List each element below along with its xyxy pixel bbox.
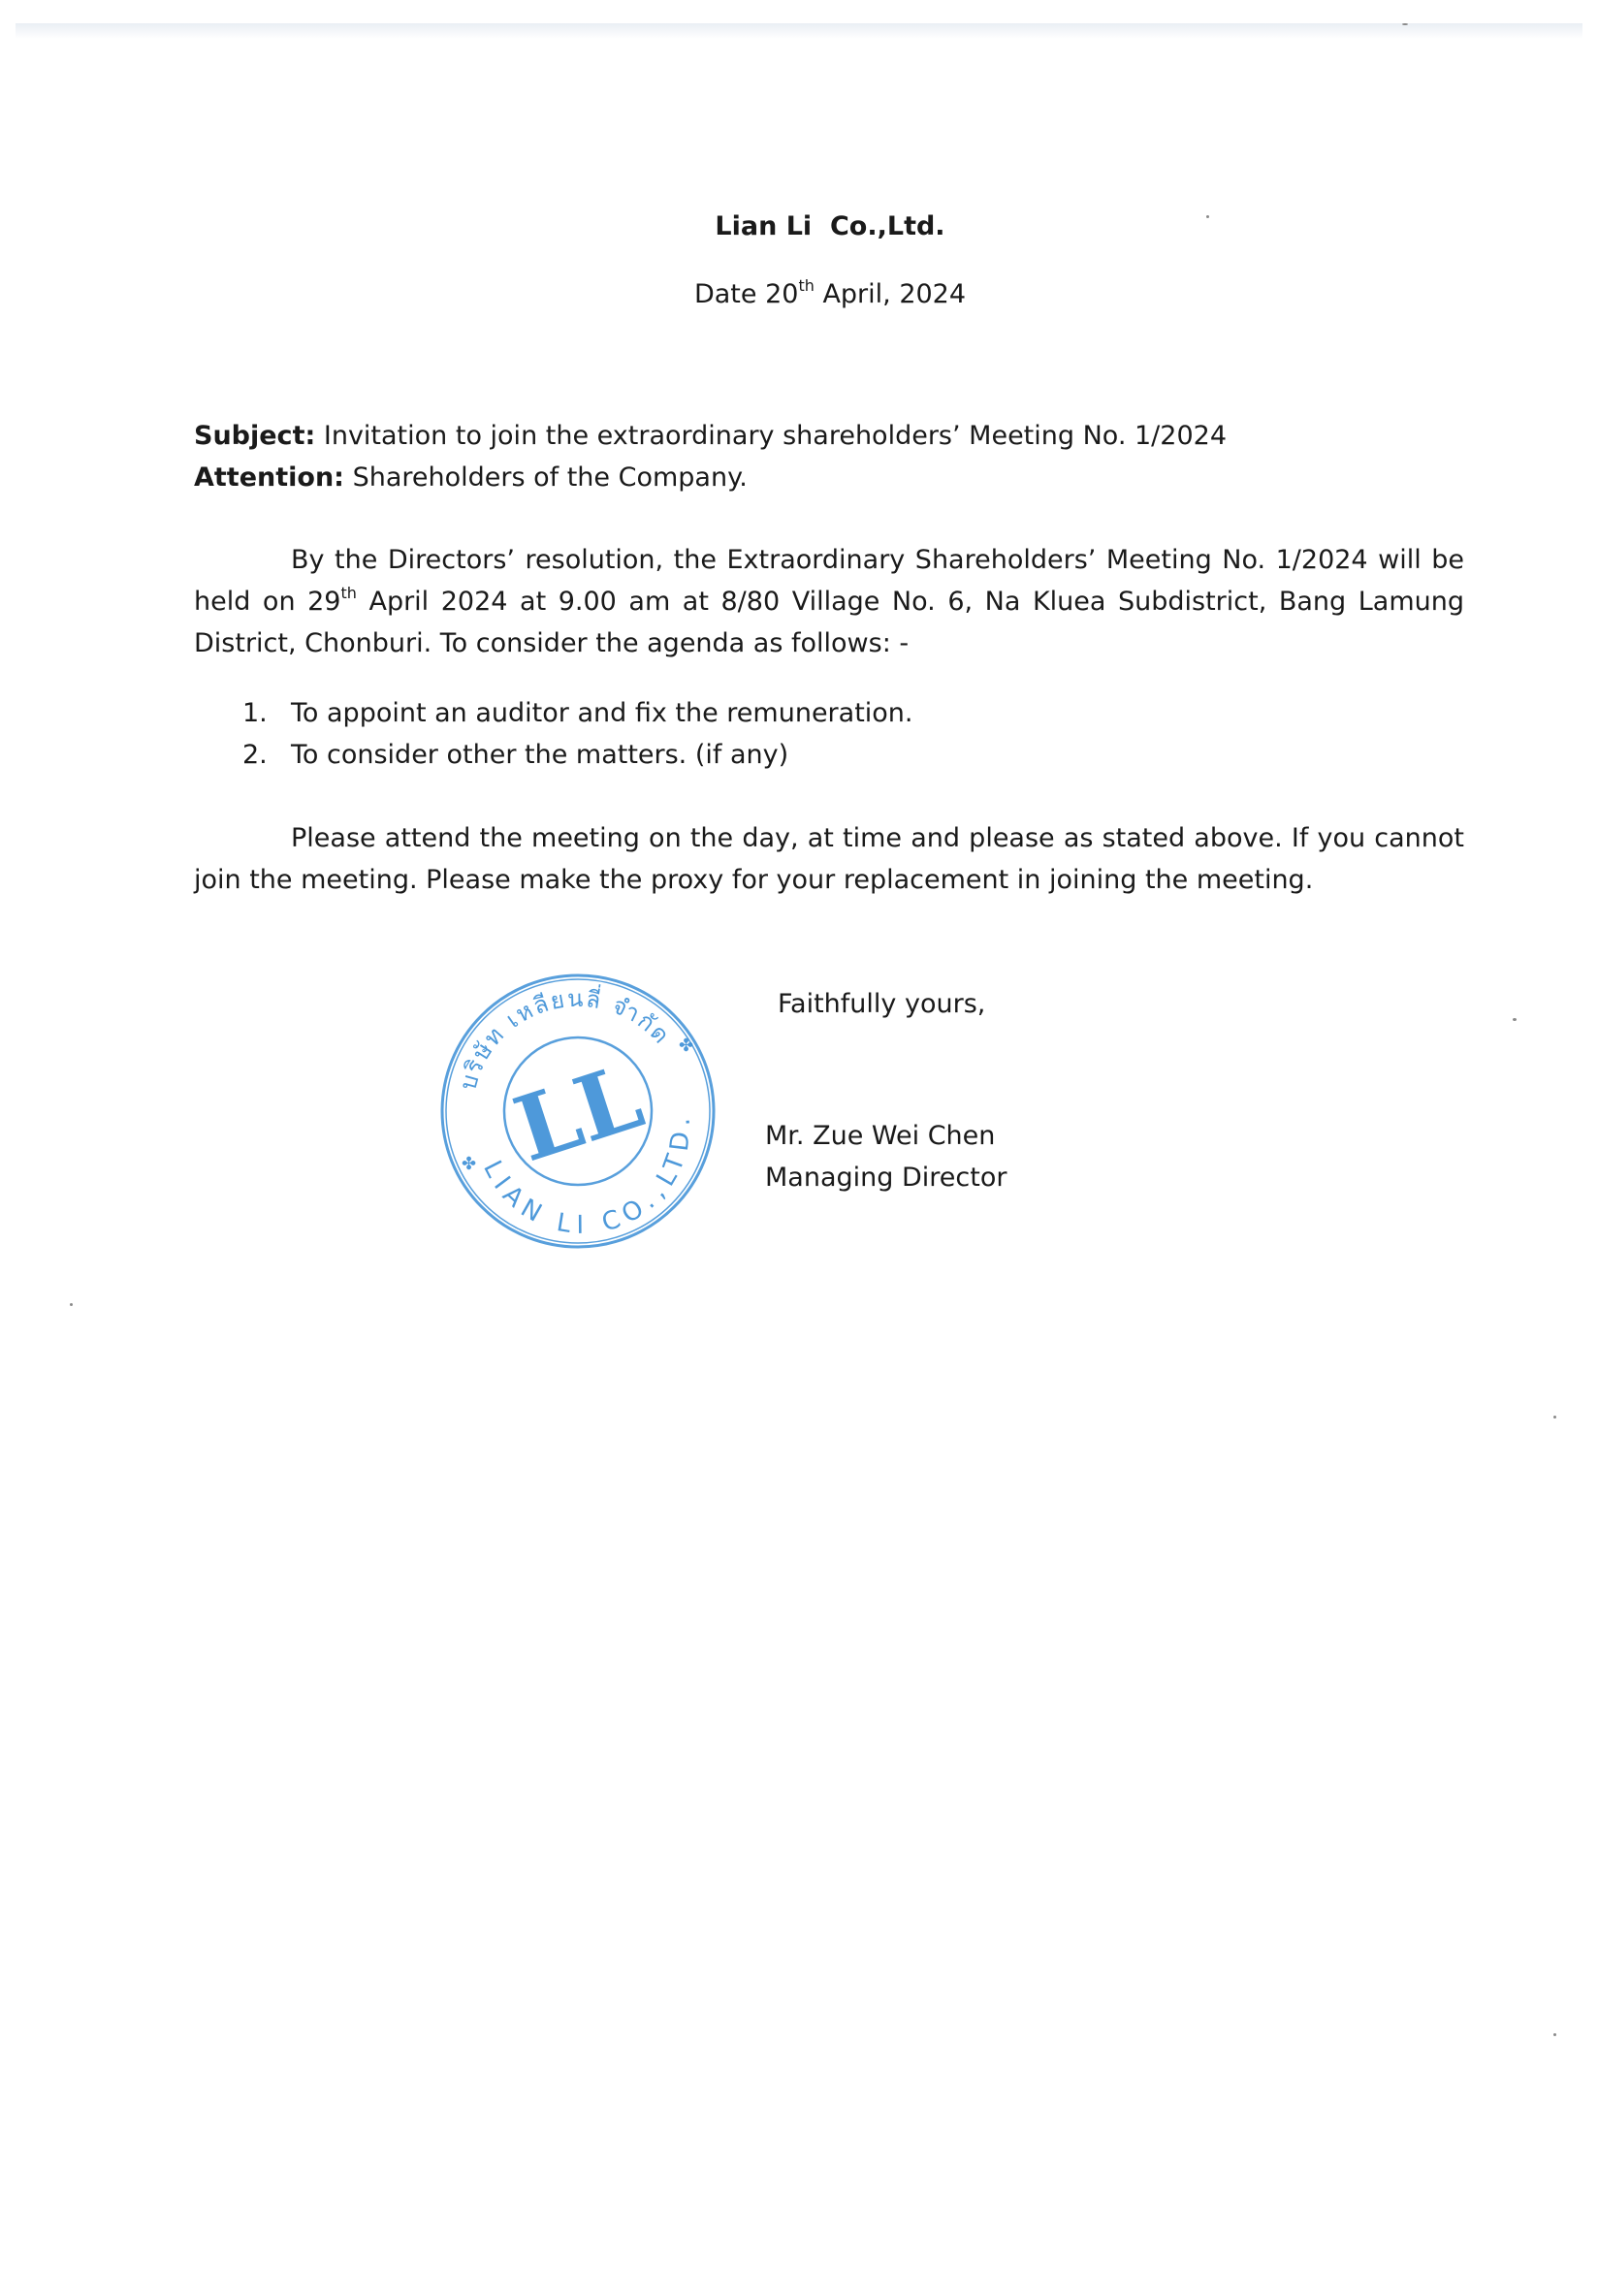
signature-block [765, 1115, 1007, 1198]
date-prefix: Date 20 [693, 279, 799, 309]
closing-salutation: Faithfully yours, [778, 989, 986, 1019]
agenda-item [194, 734, 1464, 776]
seal-ornament-icon: ✤ [462, 1154, 477, 1174]
subject-text: Invitation to join the extraordinary shareholders’ Meeting No. 1/2024 [315, 421, 1227, 451]
agenda-text: To appoint an auditor and fix the remuneration. [291, 698, 913, 728]
company-name: Lian Li Co.,Ltd. [715, 211, 945, 241]
seal-english-text: LIAN LI CO.,LTD. [477, 1110, 697, 1241]
attention-line [194, 457, 1464, 498]
subject-block [194, 415, 1464, 498]
signer-title: Managing Director [765, 1163, 1007, 1193]
company-seal-stamp [434, 968, 721, 1255]
date-ordinal: th [798, 276, 815, 295]
para1-text-a: By the Directors’ resolution, the Extraordinary Shareholders’ Meeting No. 1/2024 will be held on 29 [194, 545, 1464, 617]
seal-monogram: LL [502, 1043, 655, 1183]
body-paragraph-2: Please attend the meeting on the day, at time and please as stated above. If you cannot join the meeting. Please make the proxy for your replacement in joining the meeting. [194, 823, 1464, 895]
attention-label: Attention: [194, 462, 344, 493]
agenda-list [194, 692, 1464, 776]
body-paragraph-1 [194, 539, 1464, 664]
scan-speck [1402, 23, 1408, 25]
scan-speck [1206, 215, 1209, 218]
agenda-item [194, 692, 1464, 734]
agenda-text: To consider other the matters. (if any) [291, 740, 789, 770]
seal-ornament-icon: ✤ [679, 1036, 694, 1056]
agenda-number: 2. [242, 740, 268, 770]
subject-line [194, 415, 1464, 457]
seal-thai-text: บริษัท เหลียนลี่ จำกัด [454, 984, 677, 1094]
subject-label: Subject: [194, 421, 316, 451]
scan-speck [70, 1303, 73, 1306]
scan-edge-shadow [16, 23, 1582, 39]
scan-speck [1553, 2033, 1556, 2036]
scan-speck [1553, 1416, 1556, 1419]
scan-speck [1513, 1018, 1517, 1021]
signer-name: Mr. Zue Wei Chen [765, 1121, 996, 1151]
agenda-number: 1. [242, 698, 268, 728]
attention-text: Shareholders of the Company. [343, 462, 748, 493]
letter-date [0, 276, 1598, 309]
para1-ordinal: th [340, 584, 357, 602]
para1-text-b: April 2024 at 9.00 am at 8/80 Village No. 6, Na Kluea Subdistrict, Bang Lamung District, Chonburi. To consider the agenda as follows: - [194, 587, 1464, 658]
date-suffix: April, 2024 [814, 279, 967, 309]
